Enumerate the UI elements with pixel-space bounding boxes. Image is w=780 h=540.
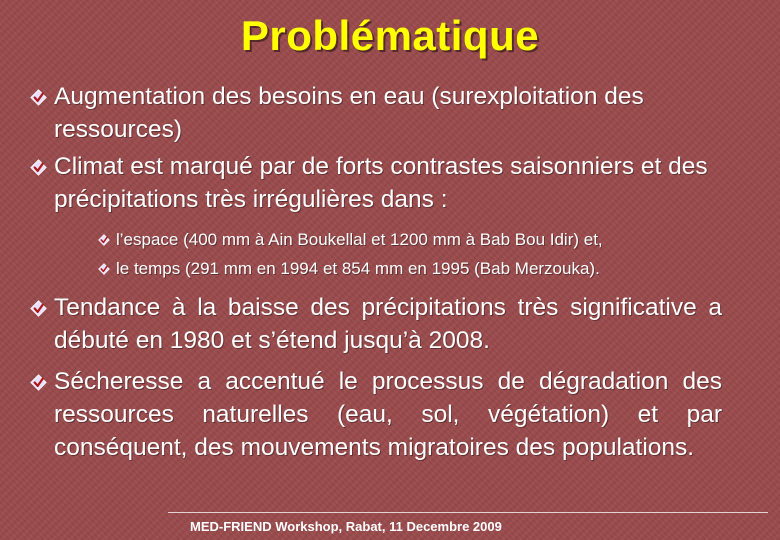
footer-divider: [168, 512, 768, 513]
footer-text: MED-FRIEND Workshop, Rabat, 11 Decembre 2009: [190, 519, 502, 534]
sub-bullet-text: le temps (291 mm en 1994 et 854 mm en 1995 (Bab Merzouka).: [116, 259, 600, 278]
bullet-text: Augmentation des besoins en eau (surexploitation des ressources): [54, 83, 644, 143]
checkmark-diamond-icon: [98, 263, 110, 275]
bullet-text: Tendance à la baisse des précipitations très significative a débuté en 1980 et s’étend jusqu’à 2008.: [54, 294, 722, 354]
slide-title: Problématique: [240, 12, 540, 59]
checkmark-diamond-icon: [30, 300, 47, 317]
bullet-item: [30, 291, 722, 357]
bullet-item: [30, 80, 722, 146]
bullet-item: [30, 365, 722, 464]
bullet-item: [30, 150, 722, 216]
checkmark-diamond-icon: [98, 234, 110, 246]
checkmark-diamond-icon: [30, 159, 47, 176]
sub-bullet-item: [98, 228, 738, 252]
bullet-text: Sécheresse a accentué le processus de dégradation des ressources naturelles (eau, sol, végétation) et par conséquent, des mouvements migratoires des populations.: [54, 368, 722, 461]
sub-bullet-text: l’espace (400 mm à Ain Boukellal et 1200 mm à Bab Bou Idir) et,: [116, 230, 603, 249]
checkmark-diamond-icon: [30, 89, 47, 106]
checkmark-diamond-icon: [30, 374, 47, 391]
bullet-text: Climat est marqué par de forts contrastes saisonniers et des précipitations très irrégulières dans :: [54, 153, 708, 213]
sub-bullet-item: [98, 257, 738, 281]
